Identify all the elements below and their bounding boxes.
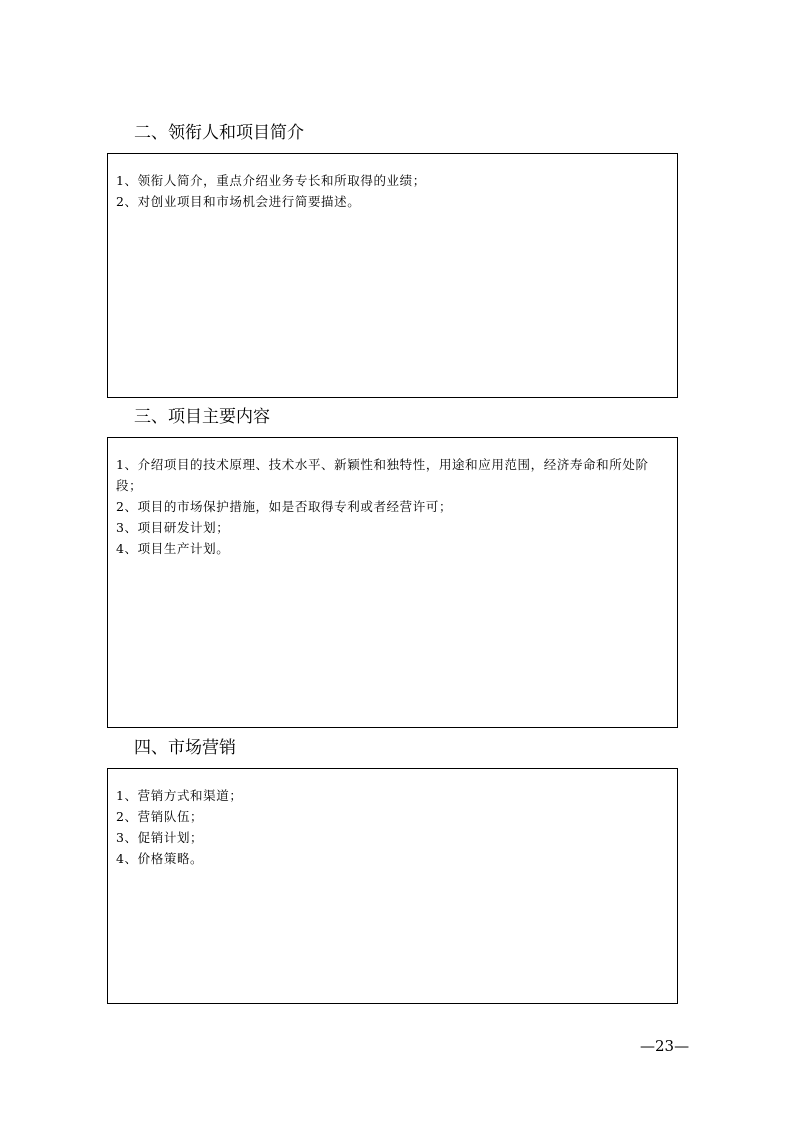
- leader-intro-box: [107, 153, 678, 398]
- list-item: 3、促销计划；: [116, 830, 204, 845]
- marketing-list: [116, 785, 667, 869]
- list-item: 2、对创业项目和市场机会进行简要描述。: [116, 194, 361, 209]
- list-item: 3、项目研发计划；: [116, 520, 230, 535]
- list-item: 2、营销队伍；: [116, 809, 204, 824]
- list-item: 1、营销方式和渠道；: [116, 788, 243, 803]
- project-content-list: [116, 454, 667, 559]
- section-heading-marketing: 四、市场营销: [134, 738, 236, 758]
- list-item: 1、介绍项目的技术原理、技术水平、新颖性和独特性，用途和应用范围，经济寿命和所处阶段；: [116, 457, 649, 493]
- project-content-box: [107, 437, 678, 728]
- list-item: 4、项目生产计划。: [116, 541, 230, 556]
- section-heading-leader-intro: 二、领衔人和项目简介: [134, 123, 304, 143]
- leader-intro-list: [116, 170, 667, 212]
- section-heading-project-content: 三、项目主要内容: [134, 407, 270, 427]
- marketing-box: [107, 768, 678, 1004]
- page-number: —23—: [640, 1037, 690, 1055]
- list-item: 1、领衔人简介，重点介绍业务专长和所取得的业绩；: [116, 173, 426, 188]
- list-item: 4、价格策略。: [116, 851, 204, 866]
- list-item: 2、项目的市场保护措施，如是否取得专利或者经营许可；: [116, 499, 453, 514]
